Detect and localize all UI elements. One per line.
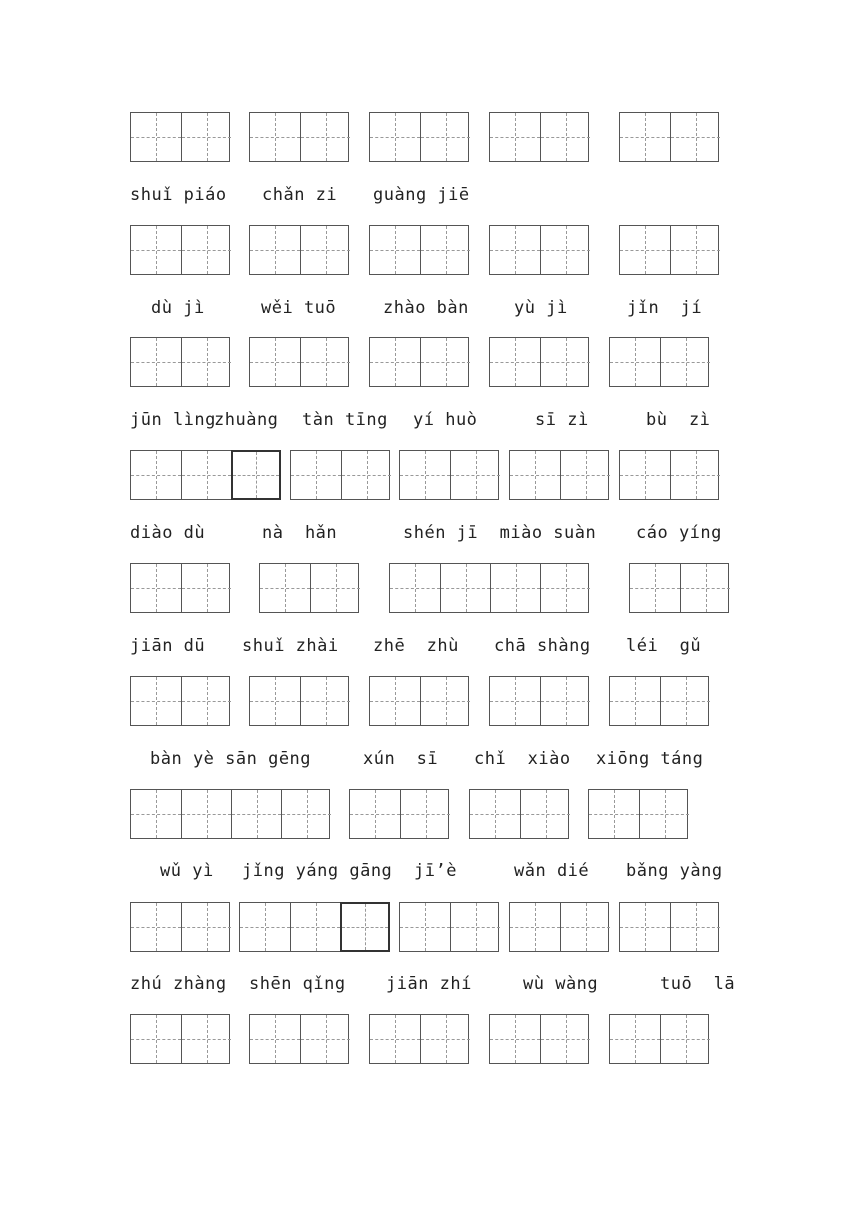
writing-cell[interactable] bbox=[400, 451, 450, 499]
pinyin-label: shén jī miào suàn bbox=[403, 523, 597, 543]
writing-cell[interactable] bbox=[450, 903, 500, 951]
pinyin-label: jiān dū bbox=[130, 636, 206, 656]
writing-grid[interactable] bbox=[130, 563, 230, 613]
writing-cell[interactable] bbox=[250, 1015, 300, 1063]
pinyin-label: tuō lā bbox=[660, 974, 736, 994]
pinyin-label: jiān zhí bbox=[386, 974, 472, 994]
writing-grid[interactable] bbox=[130, 789, 330, 839]
writing-cell[interactable] bbox=[490, 113, 540, 161]
writing-cell[interactable] bbox=[610, 1015, 660, 1063]
writing-cell[interactable] bbox=[560, 451, 610, 499]
writing-cell[interactable] bbox=[400, 903, 450, 951]
pinyin-label: chǐ xiào bbox=[474, 749, 571, 769]
writing-grid[interactable] bbox=[619, 225, 719, 275]
writing-cell[interactable] bbox=[350, 790, 400, 838]
writing-cell[interactable] bbox=[300, 1015, 350, 1063]
writing-grid[interactable] bbox=[130, 676, 230, 726]
writing-cell[interactable] bbox=[520, 790, 570, 838]
writing-cell[interactable] bbox=[370, 113, 420, 161]
writing-cell[interactable] bbox=[310, 564, 360, 612]
writing-cell[interactable] bbox=[400, 790, 450, 838]
writing-cell[interactable] bbox=[260, 564, 310, 612]
writing-grid[interactable] bbox=[290, 450, 390, 500]
writing-cell[interactable] bbox=[250, 338, 300, 386]
writing-cell[interactable] bbox=[370, 1015, 420, 1063]
writing-grid[interactable] bbox=[369, 337, 469, 387]
writing-cell[interactable] bbox=[181, 677, 231, 725]
writing-cell[interactable] bbox=[250, 226, 300, 274]
writing-cell[interactable] bbox=[670, 451, 720, 499]
writing-grid[interactable] bbox=[609, 1014, 709, 1064]
writing-cell[interactable] bbox=[470, 790, 520, 838]
pinyin-label: jǐn jí bbox=[627, 298, 703, 318]
pinyin-label: yù jì bbox=[514, 298, 568, 318]
writing-cell[interactable] bbox=[670, 903, 720, 951]
writing-cell[interactable] bbox=[131, 113, 181, 161]
writing-cell[interactable] bbox=[181, 1015, 231, 1063]
writing-cell[interactable] bbox=[540, 564, 590, 612]
writing-grid[interactable] bbox=[489, 112, 589, 162]
writing-cell[interactable] bbox=[540, 226, 590, 274]
writing-cell[interactable] bbox=[131, 338, 181, 386]
pinyin-label: diào dù bbox=[130, 523, 206, 543]
writing-cell[interactable] bbox=[440, 564, 490, 612]
writing-grid[interactable] bbox=[489, 676, 589, 726]
writing-cell[interactable] bbox=[181, 790, 231, 838]
writing-grid[interactable] bbox=[349, 789, 449, 839]
pinyin-label: shuǐ piáo bbox=[130, 185, 227, 205]
writing-grid[interactable] bbox=[609, 676, 709, 726]
writing-grid[interactable] bbox=[130, 450, 280, 500]
pinyin-label: shuǐ zhài bbox=[242, 636, 339, 656]
pinyin-label: chǎn zi bbox=[262, 185, 338, 205]
writing-cell[interactable] bbox=[131, 226, 181, 274]
writing-grid[interactable] bbox=[249, 225, 349, 275]
writing-cell[interactable] bbox=[181, 338, 231, 386]
writing-cell[interactable] bbox=[670, 226, 720, 274]
writing-cell[interactable] bbox=[420, 338, 470, 386]
writing-cell[interactable] bbox=[490, 338, 540, 386]
writing-cell[interactable] bbox=[390, 564, 440, 612]
writing-cell[interactable] bbox=[490, 564, 540, 612]
pinyin-label: bǎng yàng bbox=[626, 861, 723, 881]
writing-cell[interactable] bbox=[181, 564, 231, 612]
writing-grid[interactable] bbox=[259, 563, 359, 613]
writing-grid[interactable] bbox=[489, 1014, 589, 1064]
writing-cell[interactable] bbox=[620, 451, 670, 499]
writing-cell[interactable] bbox=[639, 790, 689, 838]
writing-cell[interactable] bbox=[490, 1015, 540, 1063]
writing-cell[interactable] bbox=[291, 451, 341, 499]
writing-cell[interactable] bbox=[510, 903, 560, 951]
writing-cell[interactable] bbox=[250, 677, 300, 725]
writing-grid[interactable] bbox=[588, 789, 688, 839]
writing-cell[interactable] bbox=[341, 451, 391, 499]
writing-cell[interactable] bbox=[290, 903, 340, 951]
pinyin-label: xiōng táng bbox=[596, 749, 704, 769]
writing-grid[interactable] bbox=[369, 676, 469, 726]
writing-grid[interactable] bbox=[399, 902, 499, 952]
writing-grid[interactable] bbox=[629, 563, 729, 613]
writing-grid[interactable] bbox=[609, 337, 709, 387]
writing-grid[interactable] bbox=[249, 112, 349, 162]
pinyin-label: sī zì bbox=[535, 410, 589, 430]
writing-cell[interactable] bbox=[660, 338, 710, 386]
writing-grid[interactable] bbox=[399, 450, 499, 500]
pinyin-label: shēn qǐng bbox=[249, 974, 346, 994]
writing-grid[interactable] bbox=[489, 225, 589, 275]
writing-cell[interactable] bbox=[131, 1015, 181, 1063]
writing-cell[interactable] bbox=[231, 450, 281, 500]
writing-grid[interactable] bbox=[469, 789, 569, 839]
pinyin-label: dù jì bbox=[151, 298, 205, 318]
writing-cell[interactable] bbox=[370, 338, 420, 386]
writing-grid[interactable] bbox=[249, 1014, 349, 1064]
writing-cell[interactable] bbox=[131, 451, 181, 499]
writing-cell[interactable] bbox=[620, 903, 670, 951]
writing-cell[interactable] bbox=[560, 903, 610, 951]
pinyin-label: tàn tīng bbox=[302, 410, 388, 430]
writing-cell[interactable] bbox=[370, 677, 420, 725]
writing-cell[interactable] bbox=[630, 564, 680, 612]
writing-cell[interactable] bbox=[540, 113, 590, 161]
pinyin-label: chā shàng bbox=[494, 636, 591, 656]
pinyin-label: jī’è bbox=[414, 861, 457, 881]
writing-cell[interactable] bbox=[370, 226, 420, 274]
writing-grid[interactable] bbox=[369, 1014, 469, 1064]
writing-cell[interactable] bbox=[540, 338, 590, 386]
writing-grid[interactable] bbox=[619, 902, 719, 952]
writing-grid[interactable] bbox=[369, 112, 469, 162]
writing-cell[interactable] bbox=[610, 677, 660, 725]
pinyin-label: zhuàng bbox=[214, 410, 279, 430]
writing-cell[interactable] bbox=[131, 564, 181, 612]
writing-cell[interactable] bbox=[420, 226, 470, 274]
pinyin-label: bù zì bbox=[646, 410, 711, 430]
writing-cell[interactable] bbox=[540, 677, 590, 725]
writing-grid[interactable] bbox=[389, 563, 589, 613]
writing-cell[interactable] bbox=[610, 338, 660, 386]
writing-grid[interactable] bbox=[130, 1014, 230, 1064]
writing-cell[interactable] bbox=[300, 338, 350, 386]
writing-cell[interactable] bbox=[420, 1015, 470, 1063]
pinyin-label: xún sī bbox=[363, 749, 439, 769]
pinyin-label: bàn yè sān gēng bbox=[150, 749, 312, 769]
writing-grid[interactable] bbox=[509, 902, 609, 952]
writing-grid[interactable] bbox=[489, 337, 589, 387]
writing-cell[interactable] bbox=[420, 677, 470, 725]
pinyin-label: jǐng yáng gāng bbox=[242, 861, 393, 881]
writing-cell[interactable] bbox=[490, 226, 540, 274]
writing-cell[interactable] bbox=[620, 226, 670, 274]
writing-cell[interactable] bbox=[231, 790, 281, 838]
writing-cell[interactable] bbox=[131, 677, 181, 725]
pinyin-label: zhú zhàng bbox=[130, 974, 227, 994]
writing-cell[interactable] bbox=[300, 113, 350, 161]
writing-grid[interactable] bbox=[249, 676, 349, 726]
pinyin-label: wù wàng bbox=[523, 974, 599, 994]
writing-cell[interactable] bbox=[660, 1015, 710, 1063]
pinyin-label: léi gǔ bbox=[626, 636, 702, 656]
writing-cell[interactable] bbox=[620, 113, 670, 161]
writing-grid[interactable] bbox=[130, 225, 230, 275]
writing-cell[interactable] bbox=[450, 451, 500, 499]
writing-cell[interactable] bbox=[670, 113, 720, 161]
writing-grid[interactable] bbox=[130, 112, 230, 162]
writing-grid[interactable] bbox=[249, 337, 349, 387]
pinyin-label: jūn lìng bbox=[130, 410, 216, 430]
pinyin-label: wěi tuō bbox=[261, 298, 337, 318]
writing-grid[interactable] bbox=[130, 337, 230, 387]
writing-cell[interactable] bbox=[131, 790, 181, 838]
writing-cell[interactable] bbox=[240, 903, 290, 951]
pinyin-label: nà hǎn bbox=[262, 523, 338, 543]
writing-cell[interactable] bbox=[181, 903, 231, 951]
writing-cell[interactable] bbox=[490, 677, 540, 725]
writing-grid[interactable] bbox=[239, 902, 389, 952]
writing-cell[interactable] bbox=[181, 113, 231, 161]
writing-grid[interactable] bbox=[130, 902, 230, 952]
writing-cell[interactable] bbox=[680, 564, 730, 612]
writing-cell[interactable] bbox=[340, 902, 390, 952]
writing-cell[interactable] bbox=[181, 451, 231, 499]
writing-cell[interactable] bbox=[660, 677, 710, 725]
writing-cell[interactable] bbox=[300, 226, 350, 274]
pinyin-label: yí huò bbox=[413, 410, 478, 430]
writing-cell[interactable] bbox=[131, 903, 181, 951]
writing-cell[interactable] bbox=[510, 451, 560, 499]
pinyin-label: cáo yíng bbox=[636, 523, 722, 543]
writing-grid[interactable] bbox=[619, 450, 719, 500]
writing-cell[interactable] bbox=[250, 113, 300, 161]
writing-grid[interactable] bbox=[369, 225, 469, 275]
pinyin-label: wǔ yì bbox=[160, 861, 214, 881]
writing-cell[interactable] bbox=[181, 226, 231, 274]
writing-cell[interactable] bbox=[589, 790, 639, 838]
writing-grid[interactable] bbox=[619, 112, 719, 162]
pinyin-label: zhào bàn bbox=[383, 298, 469, 318]
writing-cell[interactable] bbox=[300, 677, 350, 725]
pinyin-label: guàng jiē bbox=[373, 185, 470, 205]
writing-cell[interactable] bbox=[420, 113, 470, 161]
pinyin-label: zhē zhù bbox=[373, 636, 459, 656]
writing-cell[interactable] bbox=[540, 1015, 590, 1063]
pinyin-label: wǎn dié bbox=[514, 861, 590, 881]
writing-grid[interactable] bbox=[509, 450, 609, 500]
writing-cell[interactable] bbox=[281, 790, 331, 838]
